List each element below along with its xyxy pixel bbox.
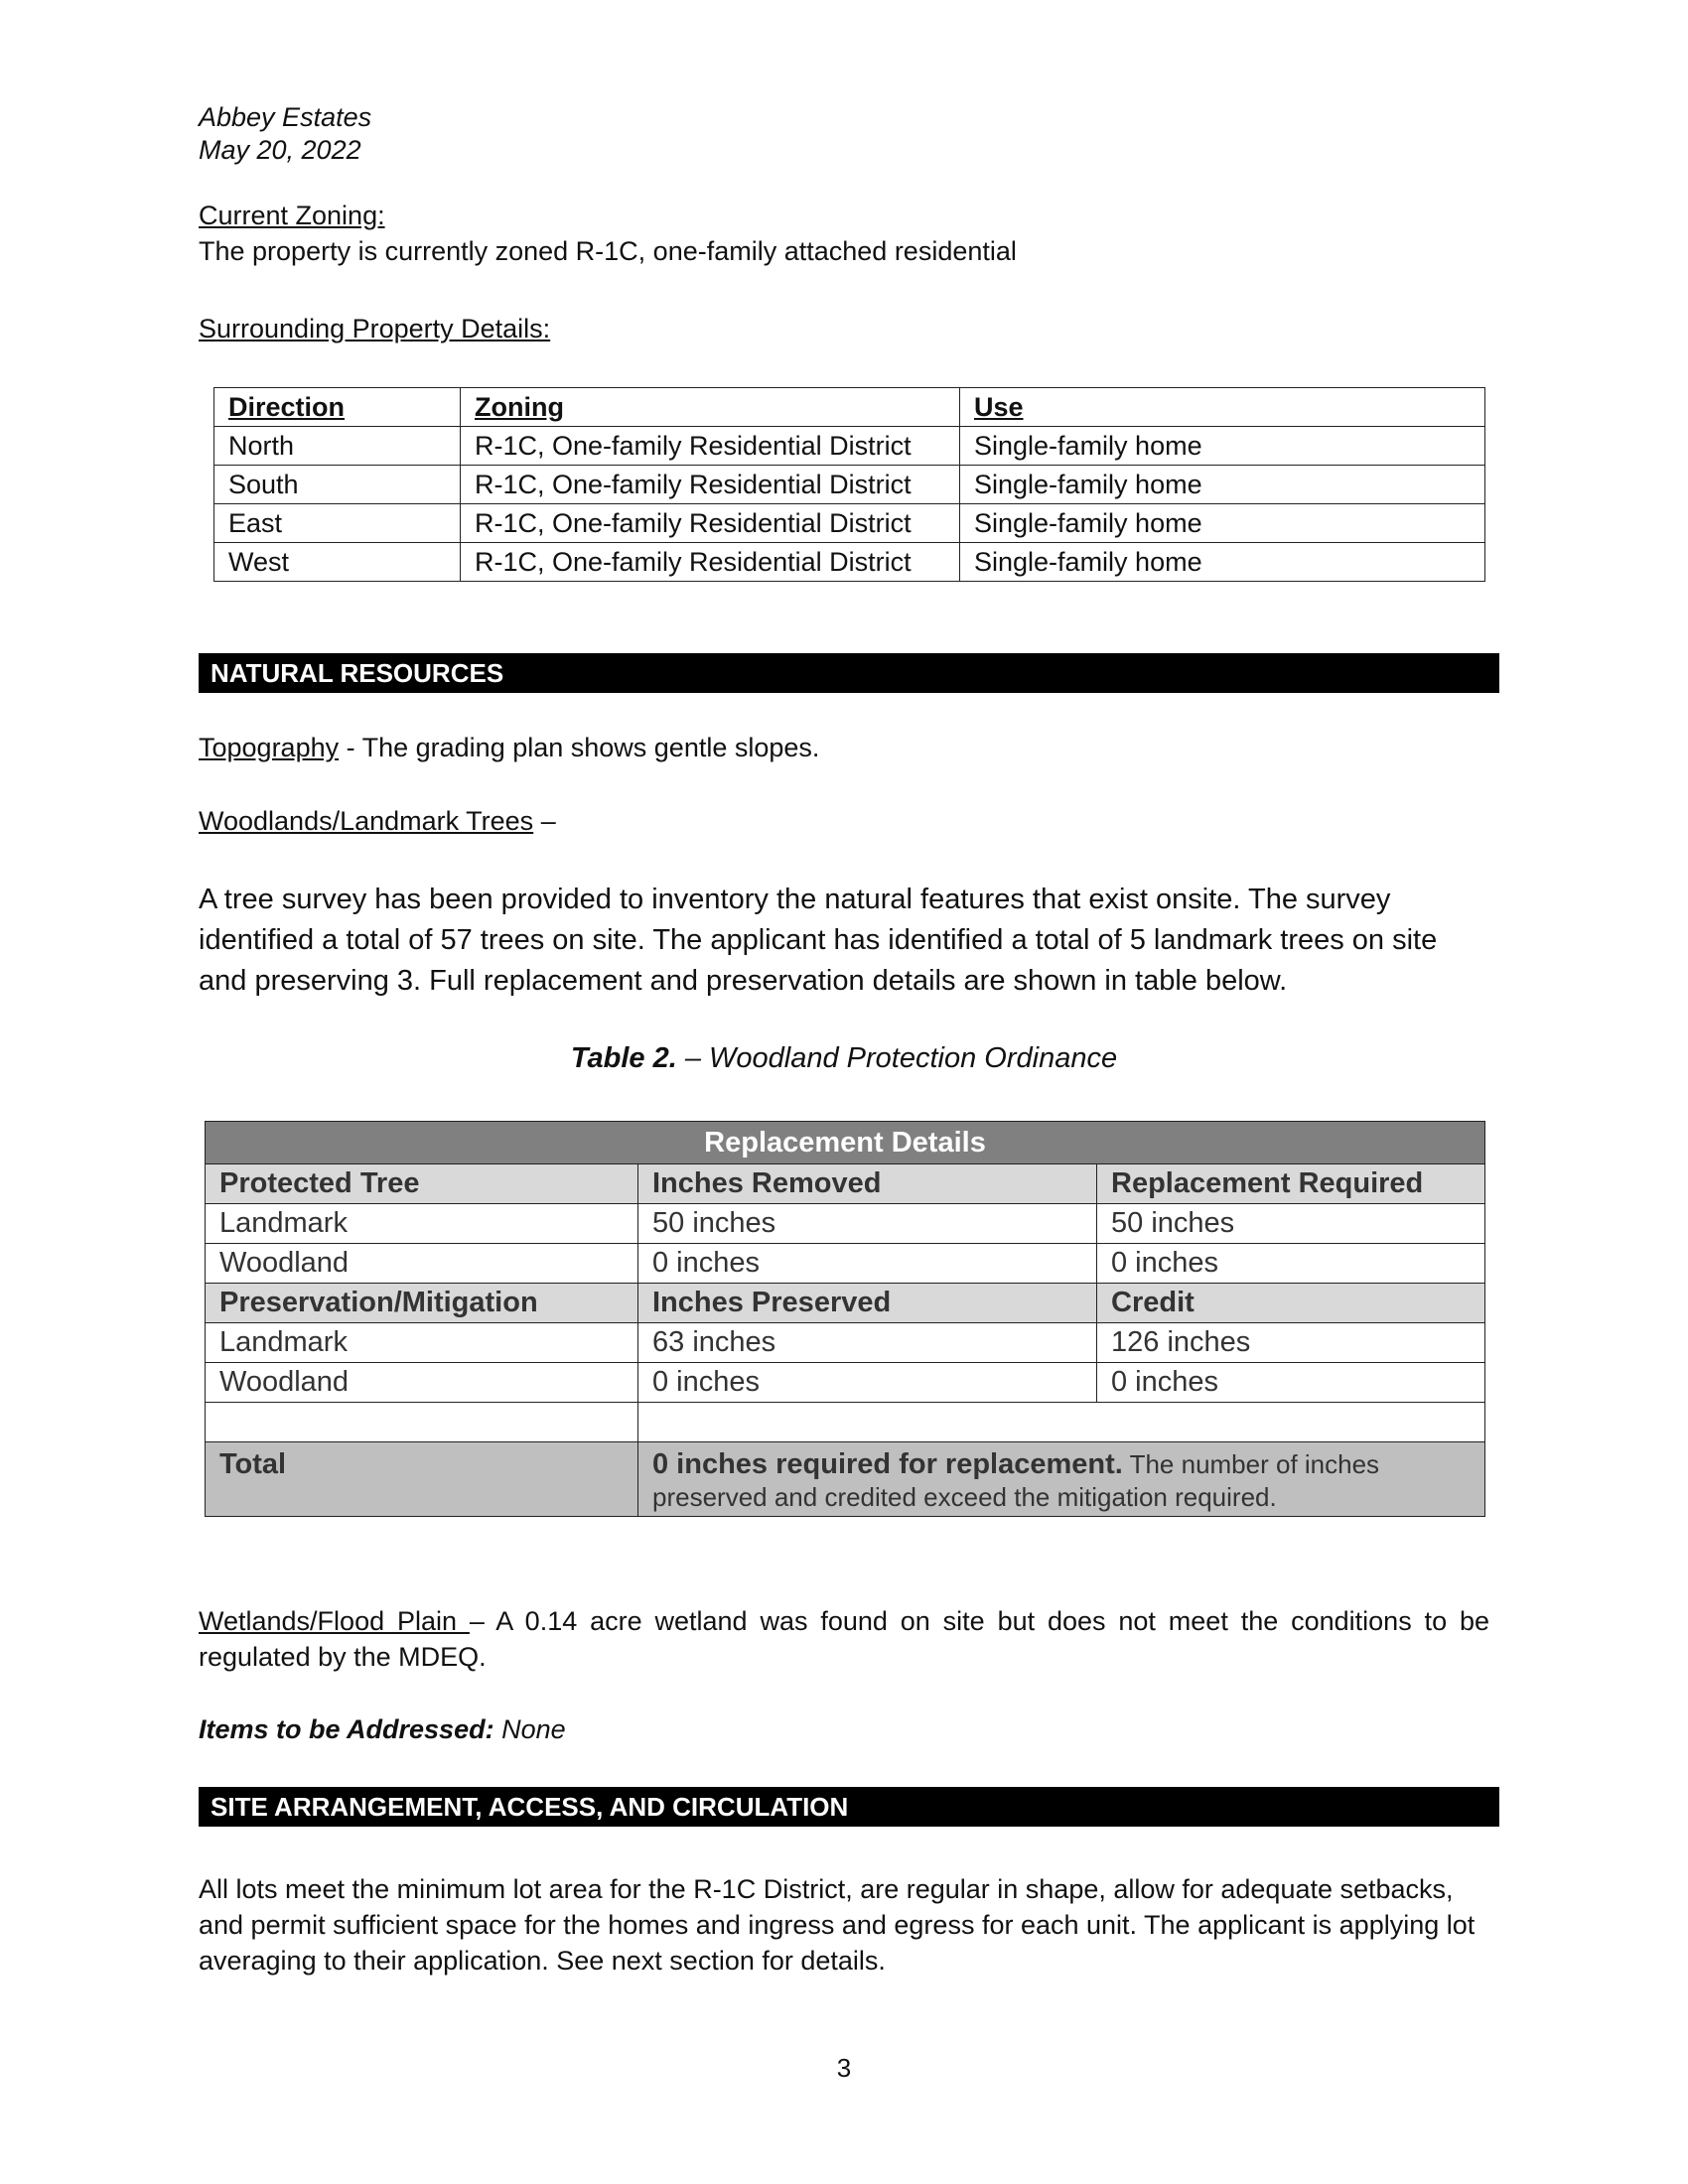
table-blank-row <box>206 1403 1485 1442</box>
cell-inches: 63 inches <box>638 1323 1097 1363</box>
document-header <box>199 101 371 167</box>
table-caption-title: – Woodland Protection Ordinance <box>676 1042 1118 1074</box>
surrounding-heading: Surrounding Property Details: <box>199 314 551 343</box>
table-caption-number: Table 2. <box>570 1042 677 1074</box>
cell-inches: 0 inches <box>638 1363 1097 1403</box>
cell-direction: South <box>214 466 461 504</box>
topography-line <box>199 733 819 763</box>
table-row <box>206 1244 1485 1284</box>
table-row <box>206 1204 1485 1244</box>
empty-cell <box>638 1403 1485 1442</box>
wetlands-label: Wetlands/Flood Plain <box>199 1606 470 1636</box>
cell-inches: 50 inches <box>638 1204 1097 1244</box>
column-header: Inches Removed <box>638 1164 1097 1204</box>
cell-use: Single-family home <box>960 543 1485 582</box>
page-number: 3 <box>836 2053 852 2083</box>
items-value: None <box>493 1714 566 1744</box>
column-header: Direction <box>214 388 461 427</box>
zoning-text: The property is currently zoned R-1C, one-family attached residential <box>199 236 1017 266</box>
replacement-details-table <box>205 1121 1485 1517</box>
cell-inches: 0 inches <box>638 1244 1097 1284</box>
section-band-natural-resources: NATURAL RESOURCES <box>199 653 1499 693</box>
surrounding-table <box>213 387 1485 582</box>
cell-tree-type: Woodland <box>206 1363 638 1403</box>
column-header: Inches Preserved <box>638 1284 1097 1323</box>
items-to-address <box>199 1714 566 1745</box>
table-title-row <box>206 1122 1485 1164</box>
table-caption <box>0 1042 1688 1075</box>
column-header: Replacement Required <box>1097 1164 1485 1204</box>
column-header: Preservation/Mitigation <box>206 1284 638 1323</box>
table-subheader-row <box>206 1284 1485 1323</box>
cell-use: Single-family home <box>960 504 1485 543</box>
tree-survey-paragraph: A tree survey has been provided to inventory the natural features that exist onsite. The survey identified a total of 57 trees on site. The applicant has identified a total of 5 landmark trees on site and preserving 3. Full replacement and preservation details are shown in table below. <box>199 884 1438 997</box>
wetlands-text: – A 0.14 acre wetland was found on site but does not meet the conditions to be regulated by the MDEQ. <box>199 1606 1489 1672</box>
table-row <box>214 504 1485 543</box>
cell-inches: 126 inches <box>1097 1323 1485 1363</box>
site-paragraph: All lots meet the minimum lot area for the R-1C District, are regular in shape, allow for adequate setbacks, and permit sufficient space for the homes and ingress and egress for each unit. The applicant is applying lot averaging to their application. See next section for details. <box>199 1874 1476 1976</box>
wetlands-paragraph <box>199 1603 1489 1675</box>
table-row <box>206 1323 1485 1363</box>
table-row <box>214 466 1485 504</box>
table-title: Replacement Details <box>206 1122 1485 1164</box>
total-value-note: The number of inches preserved and credited exceed the mitigation required. <box>652 1449 1380 1512</box>
column-header: Use <box>960 388 1485 427</box>
topography-text: - The grading plan shows gentle slopes. <box>339 733 820 762</box>
cell-tree-type: Woodland <box>206 1244 638 1284</box>
cell-tree-type: Landmark <box>206 1204 638 1244</box>
column-header: Credit <box>1097 1284 1485 1323</box>
cell-direction: East <box>214 504 461 543</box>
woodlands-dash: – <box>533 806 556 836</box>
project-name: Abbey Estates <box>199 102 372 132</box>
cell-zoning: R-1C, One-family Residential District <box>461 543 960 582</box>
cell-zoning: R-1C, One-family Residential District <box>461 466 960 504</box>
total-label: Total <box>206 1442 638 1517</box>
column-header: Zoning <box>461 388 960 427</box>
table-row <box>214 427 1485 466</box>
table-row <box>214 543 1485 582</box>
topography-label: Topography <box>199 733 340 762</box>
cell-use: Single-family home <box>960 427 1485 466</box>
total-value-bold: 0 inches required for replacement. <box>652 1448 1123 1480</box>
cell-inches: 0 inches <box>1097 1244 1485 1284</box>
document-date: May 20, 2022 <box>199 135 361 165</box>
zoning-heading: Current Zoning: <box>199 201 385 230</box>
total-value <box>638 1442 1485 1517</box>
empty-cell <box>206 1403 638 1442</box>
items-label: Items to be Addressed: <box>199 1714 494 1744</box>
section-band-site-arrangement: SITE ARRANGEMENT, ACCESS, AND CIRCULATION <box>199 1787 1499 1827</box>
column-header: Protected Tree <box>206 1164 638 1204</box>
cell-use: Single-family home <box>960 466 1485 504</box>
cell-zoning: R-1C, One-family Residential District <box>461 427 960 466</box>
woodlands-line <box>199 806 556 837</box>
cell-direction: West <box>214 543 461 582</box>
cell-tree-type: Landmark <box>206 1323 638 1363</box>
woodlands-label: Woodlands/Landmark Trees <box>199 806 534 836</box>
table-subheader-row <box>206 1164 1485 1204</box>
table-header-row <box>214 388 1485 427</box>
table-row <box>206 1363 1485 1403</box>
cell-zoning: R-1C, One-family Residential District <box>461 504 960 543</box>
cell-inches: 0 inches <box>1097 1363 1485 1403</box>
cell-inches: 50 inches <box>1097 1204 1485 1244</box>
table-total-row <box>206 1442 1485 1517</box>
cell-direction: North <box>214 427 461 466</box>
